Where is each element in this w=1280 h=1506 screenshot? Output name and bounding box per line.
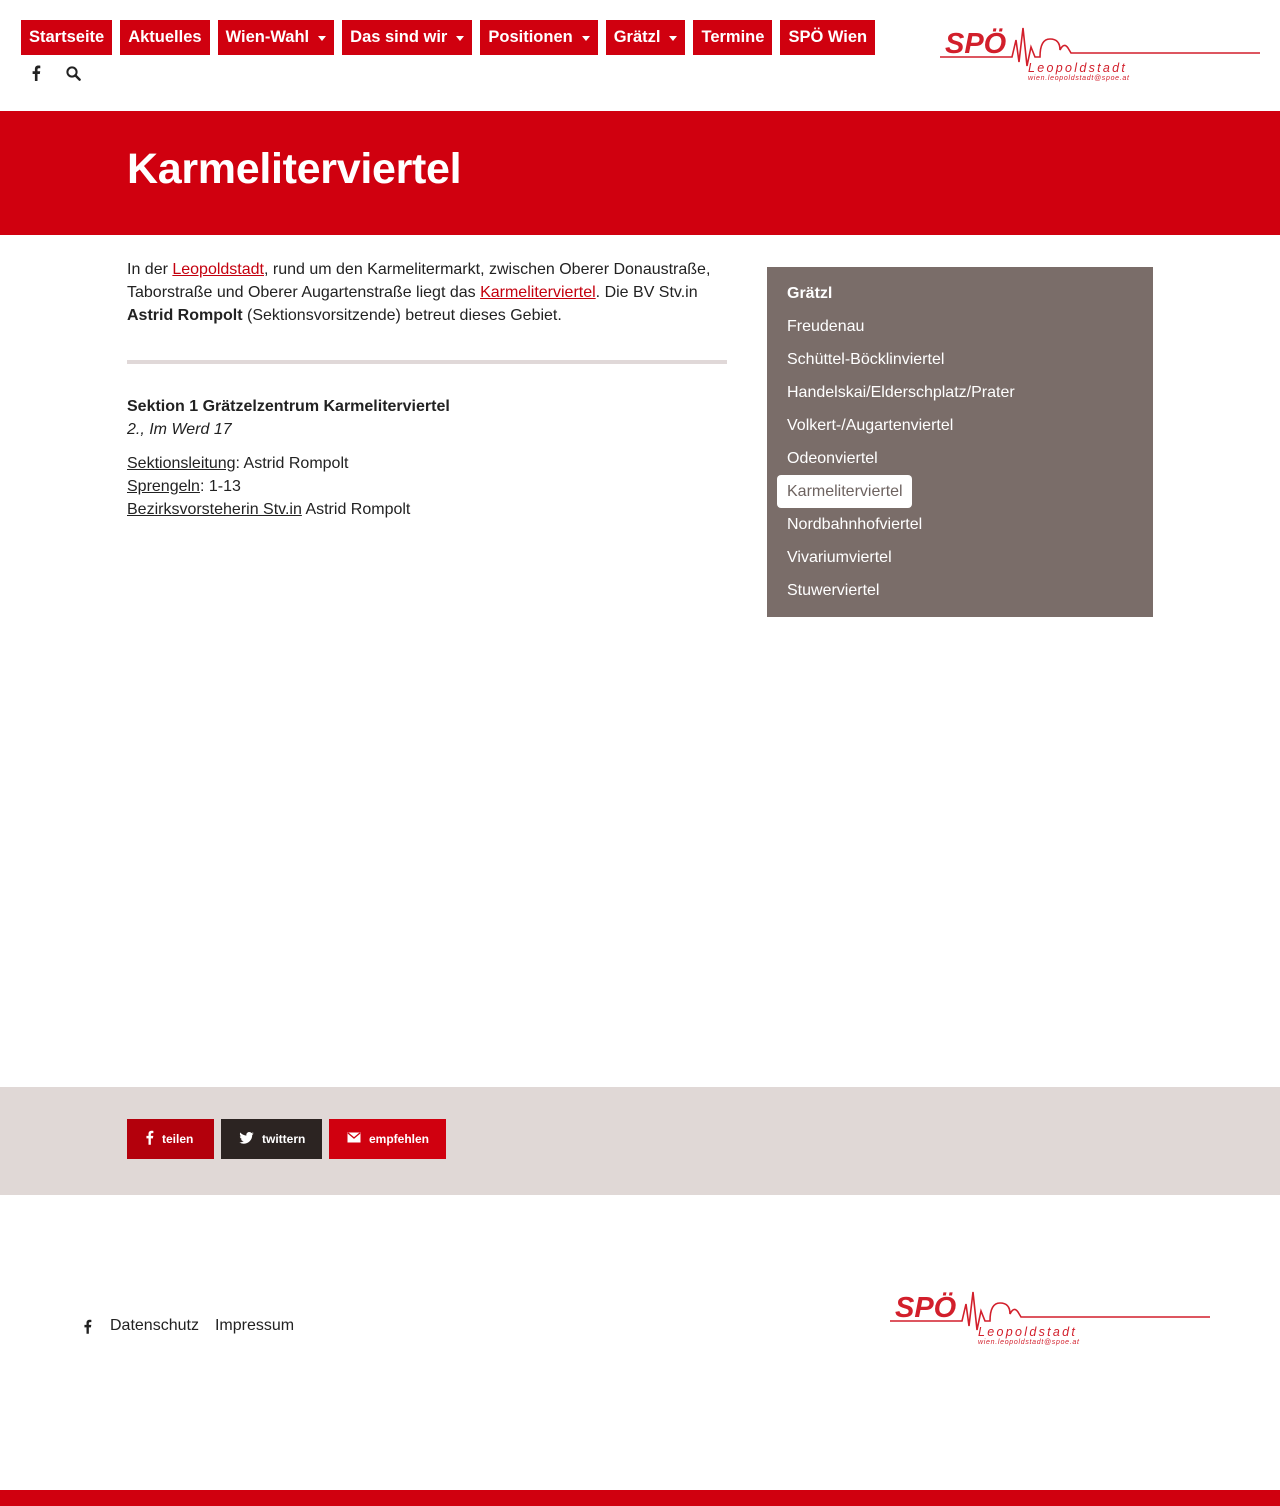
- sidebar-item-odeonviertel[interactable]: Odeonviertel: [787, 450, 878, 467]
- nav-item-termine[interactable]: [693, 20, 772, 55]
- intro-paragraph: [127, 258, 727, 327]
- detail-value: : Astrid Rompolt: [235, 455, 349, 472]
- logo-subtitle: Leopoldstadt: [978, 1325, 1078, 1339]
- datenschutz-link[interactable]: Datenschutz: [110, 1317, 199, 1334]
- share-label: twittern: [262, 1132, 306, 1146]
- nav-item-aktuelles[interactable]: [120, 20, 209, 55]
- karmeliterviertel-link[interactable]: Karmeliterviertel: [480, 284, 596, 301]
- detail-value: Astrid Rompolt: [301, 501, 411, 518]
- mail-icon: [347, 1132, 361, 1146]
- detail-value: : 1-13: [199, 478, 241, 495]
- caret-down-icon: [318, 36, 326, 41]
- logo-email: wien.leopoldstadt@spoe.at: [1028, 75, 1130, 82]
- intro-text-part: In der: [127, 261, 173, 278]
- nav-item-graetzl[interactable]: [606, 20, 686, 55]
- sidebar-heading[interactable]: Grätzl: [787, 285, 833, 302]
- facebook-icon[interactable]: [80, 1315, 94, 1337]
- leopoldstadt-link[interactable]: Leopoldstadt: [172, 261, 264, 278]
- nav-label: Das sind wir: [350, 28, 448, 46]
- logo-subtitle: Leopoldstadt: [1028, 61, 1128, 75]
- section-info: [127, 395, 727, 521]
- detail-bv: [127, 498, 727, 521]
- main-navigation: [21, 20, 875, 55]
- detail-label: Bezirksvorsteherin Stv.in: [127, 501, 302, 518]
- nav-label: Grätzl: [613, 28, 661, 46]
- nav-item-das-sind-wir[interactable]: [342, 20, 472, 55]
- nav-label: Positionen: [488, 28, 573, 46]
- sidebar-item-vivariumviertel[interactable]: Vivariumviertel: [787, 549, 892, 566]
- intro-text-part: , rund um den Karmelitermarkt, zwischen Oberer Donaustraße, Taborstraße und Oberer Augartenstraße liegt das: [127, 261, 711, 301]
- sidebar-item-volkert-augartenviertel[interactable]: Volkert-/Augartenviertel: [787, 417, 954, 434]
- detail-label: Sprengeln: [127, 478, 200, 495]
- logo-email: wien.leopoldstadt@spoe.at: [978, 1339, 1080, 1346]
- logo-brand: SPÖ: [895, 1292, 957, 1324]
- nav-label: Startseite: [29, 28, 105, 46]
- caret-down-icon: [669, 36, 677, 41]
- detail-sprengel: [127, 475, 727, 498]
- nav-label: Aktuelles: [128, 28, 202, 46]
- sidebar-item-handelskai[interactable]: Handelskai/Elderschplatz/Prater: [787, 384, 1015, 401]
- caret-down-icon: [456, 36, 464, 41]
- facebook-icon: [145, 1130, 154, 1148]
- twitter-icon: [239, 1132, 254, 1147]
- section-details: [127, 452, 727, 521]
- spoe-leopoldstadt-footer-logo[interactable]: [890, 1290, 1210, 1348]
- intro-text-part: (Sektionsvorsitzende) betreut dieses Gebiet.: [242, 307, 562, 324]
- share-twitter-button[interactable]: [221, 1119, 322, 1159]
- nav-item-startseite[interactable]: [21, 20, 112, 55]
- sidebar-item-freudenau[interactable]: Freudenau: [787, 318, 865, 335]
- nav-label: Termine: [701, 28, 765, 46]
- share-email-button[interactable]: [329, 1119, 446, 1159]
- nav-label: Wien-Wahl: [225, 28, 310, 46]
- share-bar: [0, 1087, 1280, 1195]
- header-icons: [26, 62, 83, 84]
- sidebar-item-nordbahnhofviertel[interactable]: Nordbahnhofviertel: [787, 516, 923, 533]
- impressum-link[interactable]: Impressum: [214, 1317, 295, 1334]
- detail-label: Sektionsleitung: [127, 455, 236, 472]
- spoe-leopoldstadt-logo[interactable]: [940, 26, 1260, 84]
- logo-brand: SPÖ: [945, 28, 1007, 60]
- page-title: Karmeliterviertel: [127, 145, 462, 193]
- share-label: teilen: [162, 1132, 194, 1146]
- intro-text-part: . Die BV Stv.in: [595, 284, 698, 301]
- page-title-banner: [0, 111, 1280, 235]
- nav-item-spoe-wien[interactable]: [780, 20, 875, 55]
- nav-item-wien-wahl[interactable]: [218, 20, 335, 55]
- chair-name: Astrid Rompolt: [127, 307, 243, 324]
- footer-bottom-bar: [0, 1490, 1280, 1506]
- section-title: [127, 395, 727, 418]
- footer-links: [80, 1315, 294, 1337]
- sidebar-item-karmeliterviertel[interactable]: Karmeliterviertel: [777, 475, 912, 508]
- intro-text: [127, 258, 727, 327]
- sidebar-item-schuettel-boecklinviertel[interactable]: Schüttel-Böcklinviertel: [787, 351, 945, 368]
- content-divider: [127, 360, 727, 364]
- nav-item-positionen[interactable]: [480, 20, 597, 55]
- caret-down-icon: [582, 36, 590, 41]
- sidebar-item-stuwerviertel[interactable]: Stuwerviertel: [787, 582, 880, 599]
- search-icon[interactable]: [63, 62, 83, 84]
- detail-leitung: [127, 452, 727, 475]
- section-address: 2., Im Werd 17: [127, 421, 232, 438]
- share-label: empfehlen: [369, 1132, 430, 1146]
- graetzl-sidebar: [767, 267, 1153, 617]
- nav-label: SPÖ Wien: [788, 28, 868, 46]
- section-title-text: Sektion 1 Grätzelzentrum Karmeliterviertel: [127, 398, 450, 415]
- facebook-icon[interactable]: [26, 62, 46, 84]
- share-facebook-button[interactable]: [127, 1119, 214, 1159]
